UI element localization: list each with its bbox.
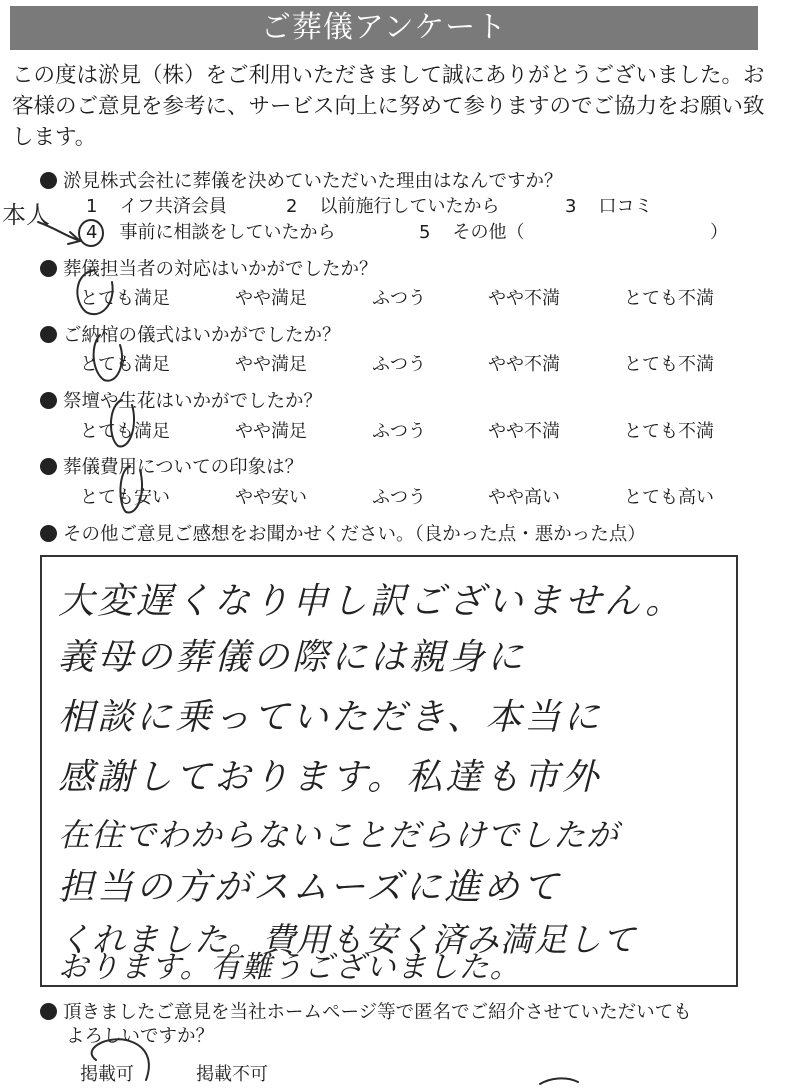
circle-q4-selection-icon — [111, 400, 134, 446]
staff-option-very-dissatisfied[interactable]: とても不満 — [624, 288, 714, 309]
publish-not-allowed-option[interactable]: 掲載不可 — [196, 1064, 268, 1085]
reason-option-3[interactable]: 3 口コミ — [565, 196, 653, 217]
staff-option-somewhat-dissatisfied[interactable]: やや不満 — [488, 288, 560, 309]
survey-title: ご葬儀アンケート — [10, 6, 758, 50]
circle-q3-selection-icon — [94, 335, 122, 381]
reason-option-5-close: ） — [710, 222, 728, 243]
reason-option-4[interactable]: 4 事前に相談をしていたから — [86, 222, 336, 243]
reason-option-5[interactable]: 5 その他（ — [419, 222, 525, 243]
question-text: 頂きましたご意見を当社ホームページ等で匿名でご紹介させていただいても — [63, 1002, 692, 1023]
circle-publish-selection-icon — [92, 1039, 149, 1080]
encoffining-option-very-satisfied[interactable]: とても満足 — [80, 354, 170, 375]
comment-line-4: 感謝しております。私達も市外 — [58, 757, 602, 798]
circle-option-4-icon — [79, 220, 103, 246]
encoffining-option-somewhat-satisfied[interactable]: やや満足 — [235, 354, 307, 375]
comment-line-7: くれました。費用も安く済み満足して — [58, 920, 636, 959]
handwritten-annotation: 本人 — [2, 201, 50, 229]
altar-option-very-satisfied[interactable]: とても満足 — [80, 421, 170, 442]
comment-line-3: 相談に乗っていただき、本当に — [58, 697, 603, 738]
question-text: 祭壇や生花はいかがでしたか？ — [63, 391, 323, 412]
encoffining-option-very-dissatisfied[interactable]: とても不満 — [624, 354, 714, 375]
intro-text: この度は淤見（株）をご利用いただきまして誠にありがとうございました。お客様のご意見を参考に、サービス向上に努めて参りますのでご協力をお願い致します。 — [12, 63, 765, 150]
altar-option-very-dissatisfied[interactable]: とても不満 — [624, 421, 714, 442]
altar-option-somewhat-dissatisfied[interactable]: やや不満 — [488, 421, 560, 442]
cost-option-somewhat-cheap[interactable]: やや安い — [235, 487, 307, 508]
reason-option-1[interactable]: 1 イフ共済会員 — [86, 196, 227, 217]
circle-q5-selection-icon — [120, 466, 142, 512]
cost-option-very-expensive[interactable]: とても高い — [624, 487, 714, 508]
question-publish-line2: よろしいですか？ — [66, 1026, 215, 1047]
question-text: 葬儀費用についての印象は？ — [63, 457, 304, 478]
question-text: 淤見株式会社に葬儀を決めていただいた理由はなんですか？ — [63, 171, 563, 192]
staff-option-neutral[interactable]: ふつう — [372, 288, 426, 309]
encoffining-option-neutral[interactable]: ふつう — [372, 354, 426, 375]
question-text: 葬儀担当者の対応はいかがでしたか？ — [63, 259, 378, 280]
publish-allowed-option[interactable]: 掲載可 — [80, 1064, 134, 1085]
circle-q2-selection-icon — [77, 270, 112, 314]
cost-option-neutral[interactable]: ふつう — [372, 487, 426, 508]
question-text: ご納棺の儀式はいかがでしたか？ — [63, 325, 341, 346]
altar-option-somewhat-satisfied[interactable]: やや満足 — [235, 421, 307, 442]
reason-option-2[interactable]: 2 以前施行していたから — [286, 196, 500, 217]
cost-option-very-cheap[interactable]: とても安い — [80, 487, 170, 508]
comment-line-8: おります。有難うございました。 — [58, 950, 521, 985]
altar-option-neutral[interactable]: ふつう — [372, 421, 426, 442]
question-text: その他ご意見ご感想をお聞かせください。（良かった点・悪かった点） — [63, 524, 646, 545]
encoffining-option-somewhat-dissatisfied[interactable]: やや不満 — [488, 354, 560, 375]
comment-line-5: 在住でわからないことだらけでしたが — [58, 816, 620, 854]
corner-flourish-icon — [540, 1078, 578, 1084]
staff-option-very-satisfied[interactable]: とても満足 — [80, 288, 170, 309]
comment-line-1: 大変遅くなり申し訳ございません。 — [58, 581, 685, 622]
arrow-to-option-4-icon — [38, 222, 80, 244]
comment-line-6: 担当の方がスムーズに進めて — [58, 867, 562, 908]
cost-option-somewhat-expensive[interactable]: やや高い — [488, 487, 560, 508]
comment-line-2: 義母の葬儀の際には親身に — [58, 637, 527, 678]
staff-option-somewhat-satisfied[interactable]: やや満足 — [235, 288, 307, 309]
